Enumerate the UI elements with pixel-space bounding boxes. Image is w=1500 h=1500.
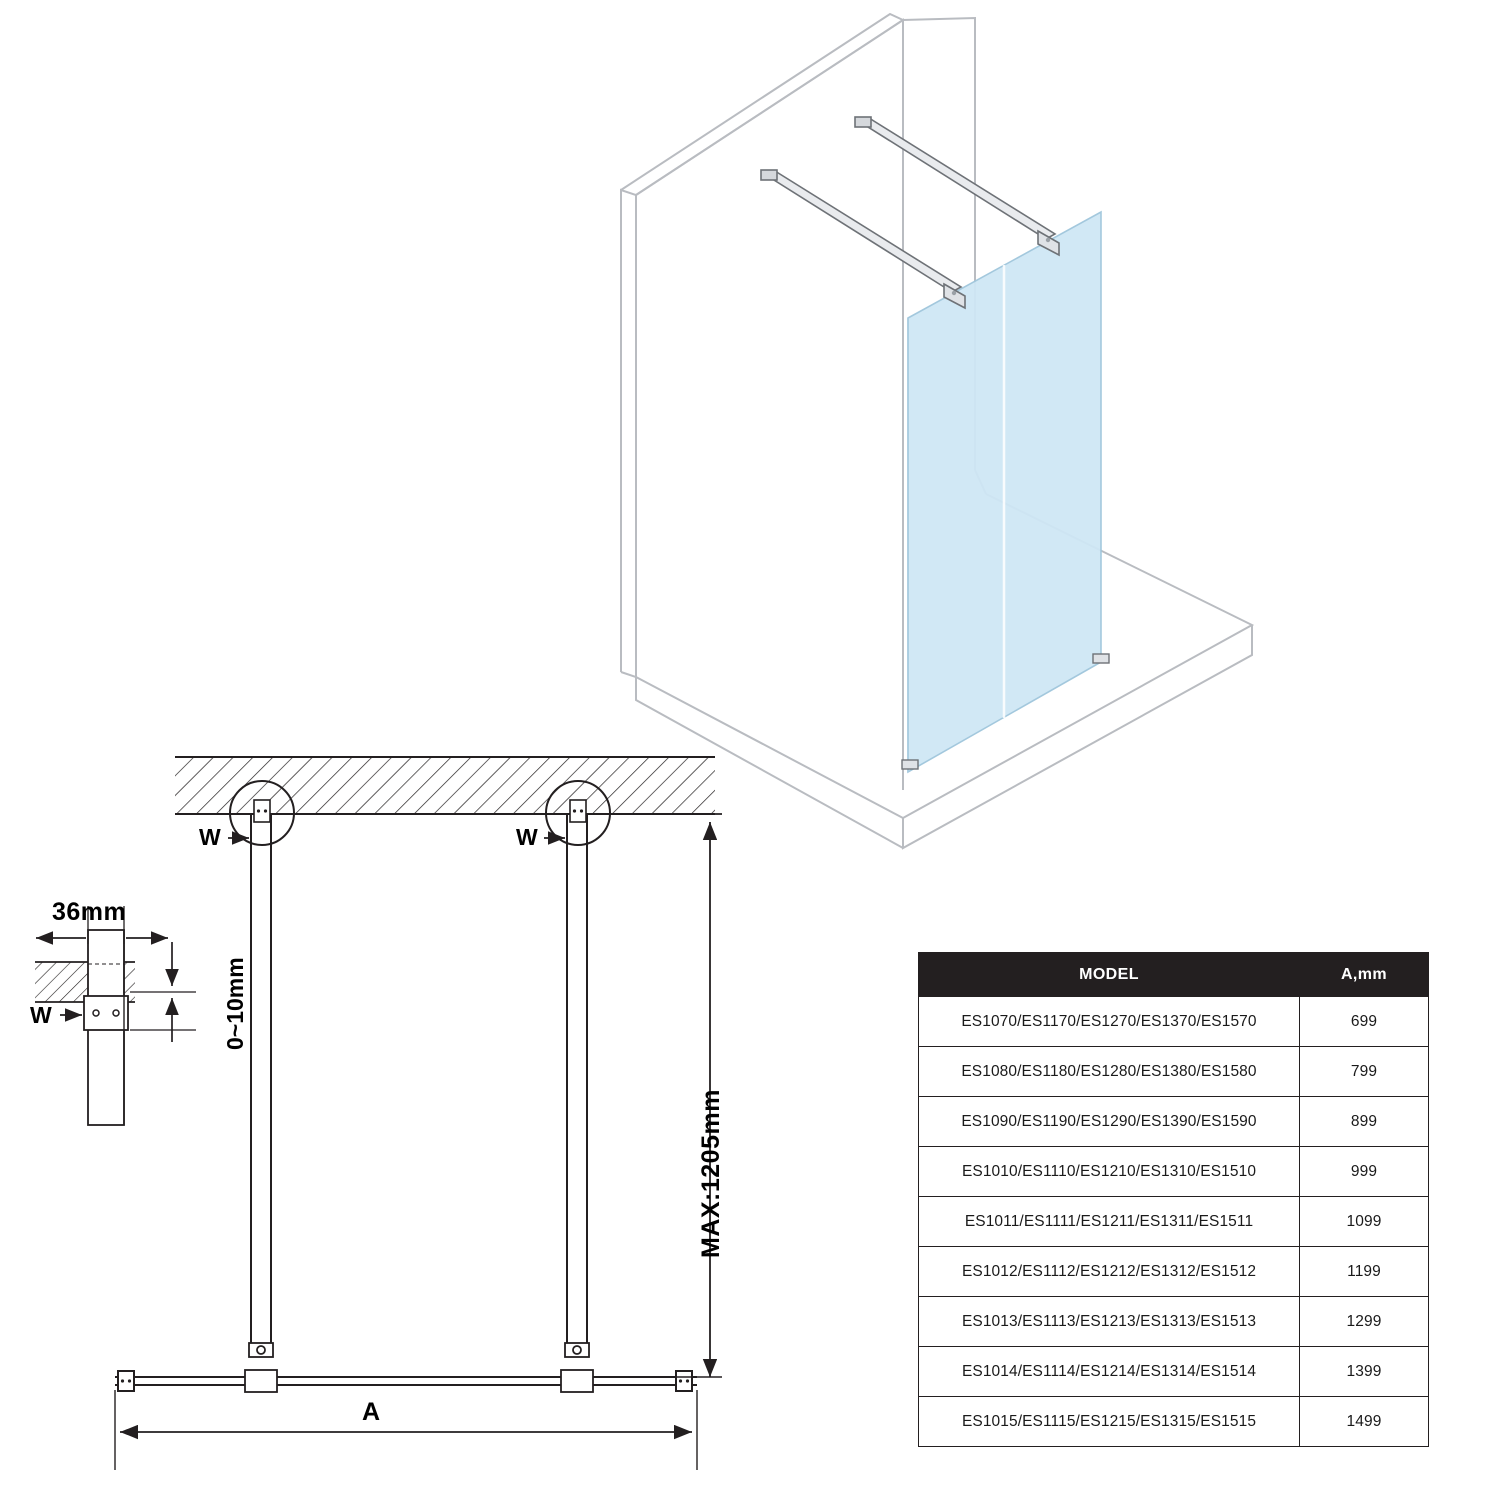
width-dimension-label: A (362, 1398, 381, 1426)
cell-model: ES1011/ES1111/ES1211/ES1311/ES1511 (919, 1197, 1300, 1247)
support-bar-front (761, 170, 965, 308)
support-bar-rear (855, 117, 1059, 255)
elevation-posts (251, 814, 587, 1349)
table-row (919, 1347, 1429, 1397)
cell-a: 799 (1300, 1047, 1429, 1097)
max-height-label: MAX:1205mm (697, 1089, 725, 1258)
cell-model: ES1014/ES1114/ES1214/ES1314/ES1514 (919, 1347, 1300, 1397)
elevation-glass-rail (115, 1371, 697, 1391)
table-row (919, 1297, 1429, 1347)
cell-model: ES1070/ES1170/ES1270/ES1370/ES1570 (919, 997, 1300, 1047)
cell-model: ES1080/ES1180/ES1280/ES1380/ES1580 (919, 1047, 1300, 1097)
bracket-label-detail: W (30, 1002, 52, 1028)
cell-model: ES1015/ES1115/ES1215/ES1315/ES1515 (919, 1397, 1300, 1447)
gap-range-label: 0~10mm (222, 957, 248, 1050)
cell-a: 1499 (1300, 1397, 1429, 1447)
table-row (919, 1147, 1429, 1197)
table-row (919, 1197, 1429, 1247)
table-row (919, 1247, 1429, 1297)
table-row (919, 1397, 1429, 1447)
cell-model: ES1090/ES1190/ES1290/ES1390/ES1590 (919, 1097, 1300, 1147)
column-header-model: MODEL (919, 953, 1300, 997)
column-header-a: A,mm (1300, 953, 1429, 997)
cell-a: 1399 (1300, 1347, 1429, 1397)
table-row (919, 1097, 1429, 1147)
bracket-label-right: W (516, 824, 538, 850)
profile-width-label: 36mm (52, 898, 127, 926)
cell-model: ES1012/ES1112/ES1212/ES1312/ES1512 (919, 1247, 1300, 1297)
detail-view-bracket (35, 906, 196, 1125)
cell-a: 899 (1300, 1097, 1429, 1147)
table-row (919, 1047, 1429, 1097)
cell-model: ES1010/ES1110/ES1210/ES1310/ES1510 (919, 1147, 1300, 1197)
table-row (919, 997, 1429, 1047)
post-connector-left (245, 1343, 277, 1392)
width-dimension (115, 1390, 697, 1470)
table-header-row (919, 953, 1429, 997)
cell-a: 1299 (1300, 1297, 1429, 1347)
post-connector-right (561, 1343, 593, 1392)
cell-a: 1199 (1300, 1247, 1429, 1297)
cell-model: ES1013/ES1113/ES1213/ES1313/ES1513 (919, 1297, 1300, 1347)
cell-a: 699 (1300, 997, 1429, 1047)
cell-a: 1099 (1300, 1197, 1429, 1247)
bracket-label-left: W (199, 824, 221, 850)
model-spec-table (918, 952, 1428, 1447)
glass-panel-3d (908, 212, 1101, 772)
cell-a: 999 (1300, 1147, 1429, 1197)
